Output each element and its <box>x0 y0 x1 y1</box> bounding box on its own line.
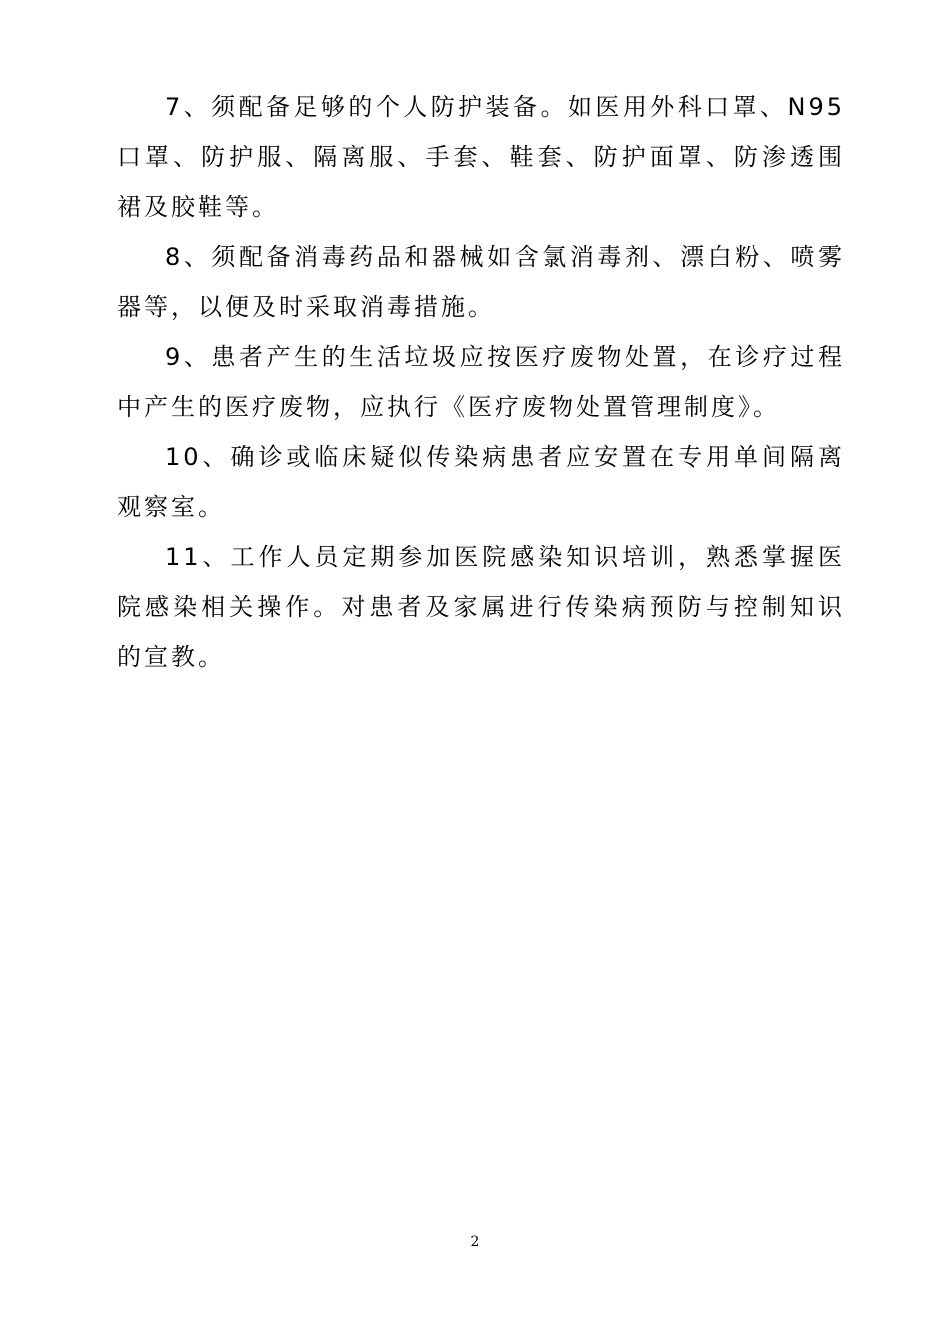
paragraph-item-8: 8、须配备消毒药品和器械如含氯消毒剂、漂白粉、喷雾器等，以便及时采取消毒措施。 <box>117 243 845 321</box>
document-body <box>117 82 845 682</box>
page-number: 2 <box>470 1234 480 1250</box>
paragraph-item-7: 7、须配备足够的个人防护装备。如医用外科口罩、N95 口罩、防护服、隔离服、手套、鞋套、防护面罩、防渗透围裙及胶鞋等。 <box>117 93 845 221</box>
paragraph-item-9: 9、患者产生的生活垃圾应按医疗废物处置，在诊疗过程中产生的医疗废物，应执行《医疗废物处置管理制度》。 <box>117 343 845 421</box>
paragraph-item-10: 10、确诊或临床疑似传染病患者应安置在专用单间隔离观察室。 <box>117 443 845 521</box>
paragraph-item-11: 11、工作人员定期参加医院感染知识培训，熟悉掌握医院感染相关操作。对患者及家属进行传染病预防与控制知识的宣教。 <box>117 543 845 671</box>
